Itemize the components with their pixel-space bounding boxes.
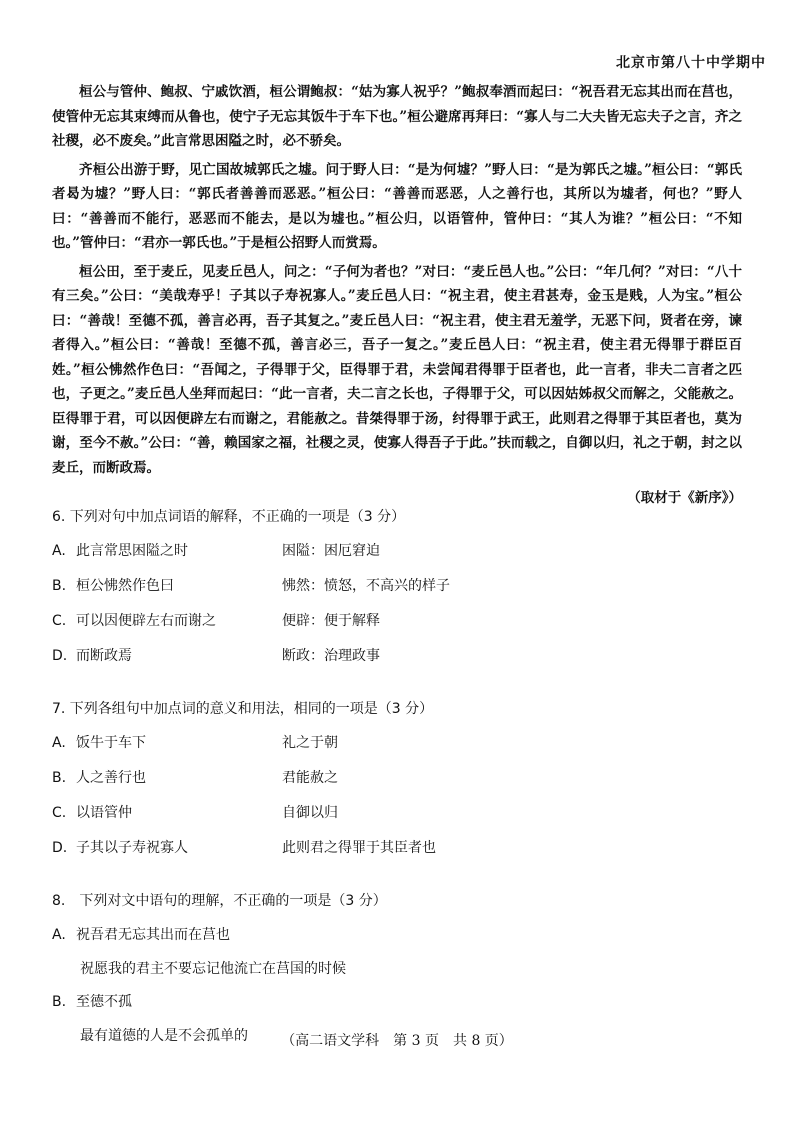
option-sentence: 此言常思困隘之时 xyxy=(76,543,188,559)
option-explanation: 困隘：困厄窘迫 xyxy=(282,543,380,559)
option-explanation: 便辟：便于解释 xyxy=(282,613,380,629)
option-sentence-2: 礼之于朝 xyxy=(282,735,338,751)
option-sentence-2: 此则君之得罪于其臣者也 xyxy=(282,840,436,856)
option-sentence-2: 君能赦之 xyxy=(282,770,338,786)
option-translation: 最有道德的人是不会孤单的 xyxy=(80,1028,248,1044)
option-c xyxy=(52,796,742,831)
option-explanation: 断政：治理政事 xyxy=(282,648,380,664)
option-explanation: 怫然：愤怒，不高兴的样子 xyxy=(282,578,450,594)
option-sentence: 至德不孤 xyxy=(76,994,132,1010)
option-label: A. xyxy=(52,735,66,751)
option-b xyxy=(52,761,742,796)
option-sentence-1: 饭牛于车下 xyxy=(76,735,146,751)
passage-paragraph-1: 桓公与管仲、鲍叔、宁戚饮酒，桓公谓鲍叔：“姑为寡人祝乎？”鲍叔奉酒而起曰：“祝吾君无忘其出而在莒也，使管仲无忘其束缚而从鲁也，使宁子无忘其饭牛于车下也。”桓公避席再拜曰：“寡人与二大夫皆无忘夫子之言，齐之社稷，必不废矣。”此言常思困隘之时，必不骄矣。 xyxy=(52,84,742,149)
option-b xyxy=(52,569,742,604)
classical-passage xyxy=(52,80,742,511)
question-8 xyxy=(52,884,742,1052)
school-header: 北京市第八十中学期中 xyxy=(616,55,766,71)
option-sentence: 而断政焉 xyxy=(76,648,132,664)
option-sentence: 祝吾君无忘其出而在莒也 xyxy=(76,927,230,943)
option-b xyxy=(52,985,742,1020)
question-stem: 8. 下列对文中语句的理解，不正确的一项是（3 分） xyxy=(52,893,387,909)
option-sentence: 可以因便辟左右而谢之 xyxy=(76,613,216,629)
option-a xyxy=(52,918,742,953)
option-translation: 祝愿我的君主不要忘记他流亡在莒国的时候 xyxy=(80,961,346,977)
option-d xyxy=(52,831,742,866)
option-label: D. xyxy=(52,648,68,664)
question-stem: 7. 下列各组句中加点词的意义和用法，相同的一项是（3 分） xyxy=(52,701,434,717)
option-label: C. xyxy=(52,805,67,821)
option-a xyxy=(52,534,742,569)
option-label: B. xyxy=(52,994,67,1010)
page-footer: （高二语文学科 第 3 页 共 8 页） xyxy=(281,1033,513,1049)
option-sentence-2: 自御以归 xyxy=(282,805,338,821)
option-c xyxy=(52,604,742,639)
option-label: A. xyxy=(52,543,66,559)
question-6 xyxy=(52,500,742,674)
question-7 xyxy=(52,692,742,866)
option-sentence-1: 人之善行也 xyxy=(76,770,146,786)
option-label: B. xyxy=(52,770,67,786)
option-label: A. xyxy=(52,927,66,943)
option-label: B. xyxy=(52,578,67,594)
option-label: D. xyxy=(52,840,68,856)
passage-source: （取材于《新序》） xyxy=(627,490,742,506)
passage-paragraph-2: 齐桓公出游于野，见亡国故城郭氏之墟。问于野人曰：“是为何墟？”野人曰：“是为郭氏之墟。”桓公曰：“郭氏者曷为墟？”野人曰：“郭氏者善善而恶恶。”桓公曰：“善善而恶恶，人之善行也，其所以为墟者，何也？”野人曰：“善善而不能行，恶恶而不能去，是以为墟也。”桓公归，以语管仲，管仲曰：“其人为谁？”桓公曰：“不知也。”管仲曰：“君亦一郭氏也。”于是桓公招野人而赏焉。 xyxy=(52,161,742,251)
option-sentence-1: 以语管仲 xyxy=(76,805,132,821)
option-a xyxy=(52,726,742,761)
question-stem: 6. 下列对句中加点词语的解释，不正确的一项是（3 分） xyxy=(52,509,406,525)
option-d xyxy=(52,639,742,674)
option-label: C. xyxy=(52,613,67,629)
passage-paragraph-3: 桓公田，至于麦丘，见麦丘邑人，问之：“子何为者也？”对曰：“麦丘邑人也。”公曰：“年几何？”对曰：“八十有三矣。”公曰：“美哉寿乎！子其以子寿祝寡人。”麦丘邑人曰：“祝主君，使主君甚寿，金玉是贱，人为宝。”桓公曰：“善哉！至德不孤，善言必再，吾子其复之。”麦丘邑人曰：“祝主君，使主君无羞学，无恶下问，贤者在旁，谏者得入。”桓公曰：“善哉！至德不孤，善言必三，吾子一复之。”麦丘邑人曰：“祝主君，使主君无得罪于群臣百姓。”桓公怫然作色曰：“吾闻之，子得罪于父，臣得罪于君，未尝闻君得罪于臣者也，此一言者，非夫二言者之匹也，子更之。”麦丘邑人坐拜而起曰：“此一言者，夫二言之长也，子得罪于父，可以因姑姊叔父而解之，父能赦之。臣得罪于君，可以因便辟左右而谢之，君能赦之。昔桀得罪于汤，纣得罪于武王，此则君之得罪于其臣者也，莫为谢，至今不赦。”公曰：“善，赖国家之福，社稷之灵，使寡人得吾子于此。”扶而载之，自御以归，礼之于朝，封之以麦丘，而断政焉。 xyxy=(52,263,742,476)
option-sentence: 桓公怫然作色曰 xyxy=(76,578,174,594)
option-sentence-1: 子其以子寿祝寡人 xyxy=(76,840,188,856)
question-list xyxy=(52,500,742,1070)
